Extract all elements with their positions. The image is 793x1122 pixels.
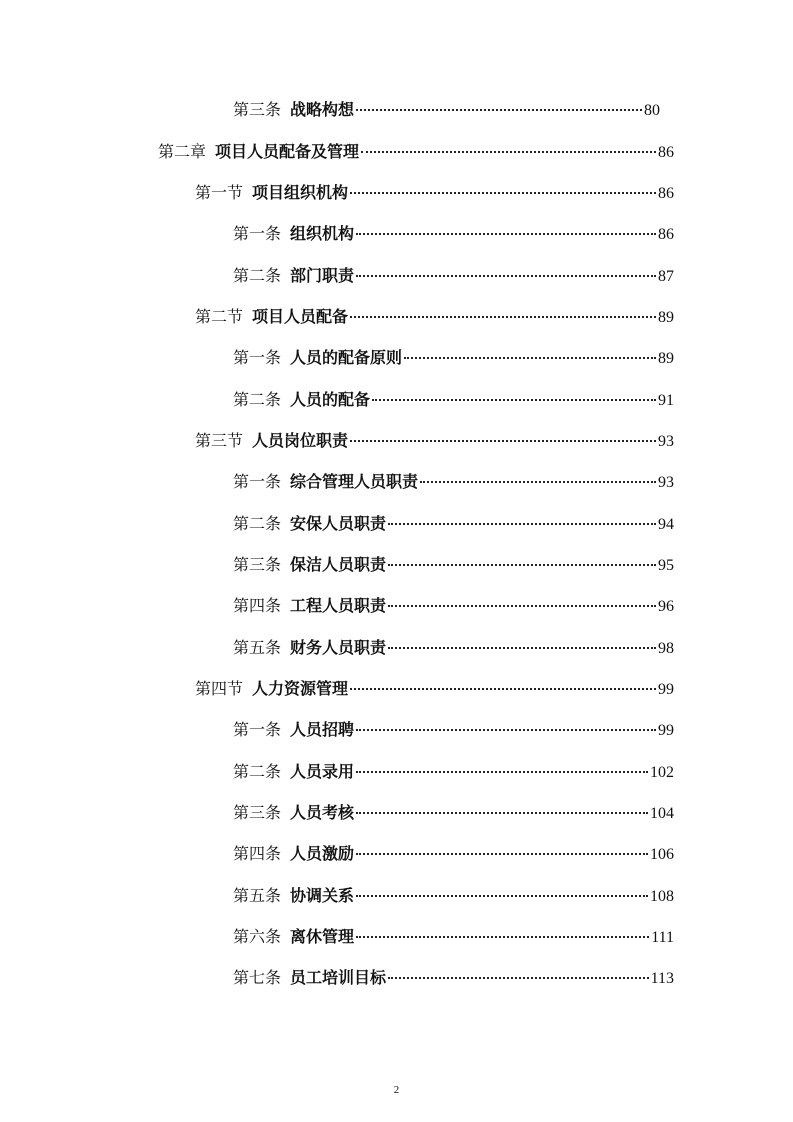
toc-entry[interactable] (233, 801, 674, 825)
toc-entry-page: 99 (658, 681, 674, 698)
dot-leader (404, 357, 656, 359)
toc-entry-page: 96 (658, 598, 674, 615)
toc-entry[interactable] (233, 594, 674, 618)
dot-leader (350, 192, 656, 194)
dot-leader (356, 275, 656, 277)
toc-entry-number: 第二条 (233, 390, 282, 409)
toc-entry-page: 106 (650, 846, 674, 863)
toc-entry-number: 第一条 (233, 720, 282, 739)
toc-entry-title: 人员岗位职责 (252, 431, 349, 450)
toc-entry[interactable] (233, 264, 674, 288)
toc-entry[interactable] (233, 553, 674, 577)
toc-entry-page: 91 (658, 392, 674, 409)
dot-leader (388, 605, 656, 607)
toc-entry-title: 人员考核 (290, 803, 355, 822)
toc-entry-number: 第四节 (195, 679, 244, 698)
toc-entry-title: 离休管理 (290, 927, 355, 946)
dot-leader (356, 771, 648, 773)
toc-entry-title: 组织机构 (290, 224, 355, 243)
toc-entry[interactable] (195, 181, 674, 205)
toc-entry[interactable] (233, 760, 674, 784)
toc-entry-page: 98 (658, 640, 674, 657)
footer-page-number: 2 (393, 1084, 400, 1096)
toc-entry[interactable] (233, 98, 660, 122)
dot-leader (350, 316, 656, 318)
toc-entry[interactable] (233, 925, 674, 949)
toc-entry-number: 第二章 (158, 142, 207, 161)
toc-entry-title: 战略构想 (290, 100, 355, 119)
toc-entry-number: 第二条 (233, 514, 282, 533)
toc-entry[interactable] (158, 140, 674, 164)
toc-entry-number: 第一条 (233, 224, 282, 243)
toc-entry-page: 86 (658, 226, 674, 243)
toc-entry-page: 95 (658, 557, 674, 574)
toc-entry-title: 项目人员配备 (252, 307, 349, 326)
toc-entry-page: 80 (644, 102, 660, 119)
toc-entry-page: 93 (658, 433, 674, 450)
toc-entry-title: 员工培训目标 (290, 968, 387, 987)
toc-entry-title: 财务人员职责 (290, 638, 387, 657)
toc-entry-number: 第三条 (233, 100, 282, 119)
toc-entry-title: 项目人员配备及管理 (215, 142, 360, 161)
toc-entry[interactable] (233, 346, 674, 370)
toc-entry-title: 人员招聘 (290, 720, 355, 739)
toc-entry-page: 113 (650, 970, 674, 987)
toc-entry-number: 第二条 (233, 266, 282, 285)
toc-entry-page: 104 (650, 805, 674, 822)
toc-entry-number: 第七条 (233, 968, 282, 987)
toc-entry-title: 人力资源管理 (252, 679, 349, 698)
dot-leader (350, 440, 656, 442)
dot-leader (388, 564, 656, 566)
dot-leader (356, 109, 642, 111)
toc-entry-title: 人员激励 (290, 844, 355, 863)
dot-leader (356, 233, 656, 235)
toc-entry-page: 94 (658, 516, 674, 533)
toc-entry-number: 第三节 (195, 431, 244, 450)
toc-entry-title: 协调关系 (290, 886, 355, 905)
toc-entry-number: 第三条 (233, 803, 282, 822)
toc-entry-page: 86 (658, 144, 674, 161)
dot-leader (350, 688, 656, 690)
toc-entry-number: 第二条 (233, 762, 282, 781)
dot-leader (388, 647, 656, 649)
toc-entry-page: 86 (658, 185, 674, 202)
toc-entry-number: 第二节 (195, 307, 244, 326)
dot-leader (388, 977, 649, 979)
toc-entry-title: 人员录用 (290, 762, 355, 781)
toc-entry-page: 108 (650, 888, 674, 905)
toc-entry-title: 人员的配备原则 (290, 348, 403, 367)
toc-entry-page: 87 (658, 268, 674, 285)
dot-leader (420, 481, 656, 483)
toc-entry[interactable] (233, 718, 674, 742)
toc-entry-title: 工程人员职责 (290, 596, 387, 615)
toc-entry[interactable] (195, 677, 674, 701)
toc-entry[interactable] (233, 842, 674, 866)
toc-entry-number: 第五条 (233, 638, 282, 657)
dot-leader (356, 812, 648, 814)
dot-leader (372, 399, 656, 401)
toc-entry[interactable] (195, 305, 674, 329)
dot-leader (356, 729, 656, 731)
dot-leader (356, 853, 648, 855)
toc-entry-number: 第四条 (233, 844, 282, 863)
dot-leader (388, 523, 656, 525)
toc-entry-number: 第六条 (233, 927, 282, 946)
toc-entry-title: 部门职责 (290, 266, 355, 285)
toc-entry-number: 第四条 (233, 596, 282, 615)
toc-entry[interactable] (233, 222, 674, 246)
toc-entry-number: 第一节 (195, 183, 244, 202)
toc-entry-title: 保洁人员职责 (290, 555, 387, 574)
toc-entry[interactable] (195, 429, 674, 453)
dot-leader (356, 895, 648, 897)
toc-entry-page: 89 (658, 350, 674, 367)
toc-entry[interactable] (233, 512, 674, 536)
toc-entry-page: 89 (658, 309, 674, 326)
toc-entry-title: 安保人员职责 (290, 514, 387, 533)
toc-entry-title: 项目组织机构 (252, 183, 349, 202)
toc-entry-page: 111 (651, 929, 674, 946)
toc-entry-title: 综合管理人员职责 (290, 472, 419, 491)
toc-entry-number: 第五条 (233, 886, 282, 905)
toc-entry[interactable] (233, 470, 674, 494)
toc-entry-number: 第三条 (233, 555, 282, 574)
toc-entry-number: 第一条 (233, 348, 282, 367)
toc-entry[interactable] (233, 884, 674, 908)
toc-entry-page: 93 (658, 474, 674, 491)
toc-entry-title: 人员的配备 (290, 390, 371, 409)
toc-entry[interactable] (233, 388, 674, 412)
dot-leader (356, 936, 649, 938)
toc-entry-number: 第一条 (233, 472, 282, 491)
toc-entry[interactable] (233, 966, 674, 990)
toc-entry-page: 99 (658, 722, 674, 739)
toc-entry[interactable] (233, 636, 674, 660)
dot-leader (361, 151, 656, 153)
toc-entry-page: 102 (650, 764, 674, 781)
